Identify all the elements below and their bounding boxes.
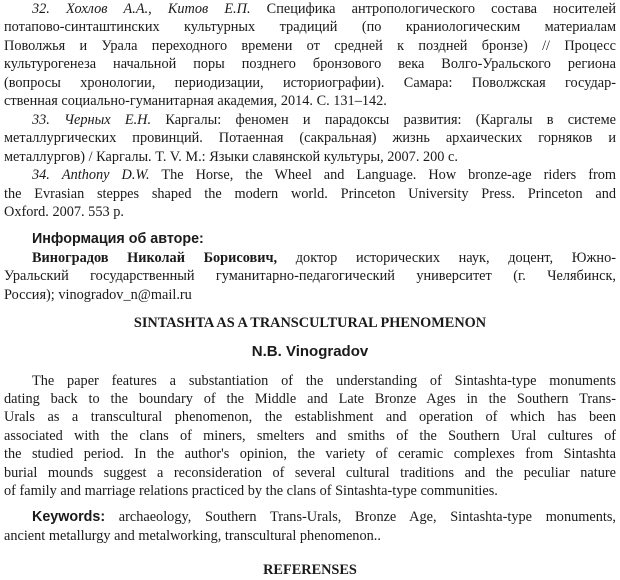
reference-line: металлургов) / Каргалы. T. V. M.: Языки славянской культуры, 2007. 200 с. [4, 149, 458, 165]
abstract-line: of family and marriage relations practiced by the clans of Sintashta-type communities. [4, 483, 498, 499]
reference-line: 34. Anthony D.W. The Horse, the Wheel and Language. How bronze-age riders from [32, 167, 616, 183]
reference-line: 32. Хохлов А.А., Китов Е.П. Специфика антропологического состава носителей [32, 1, 617, 17]
reference-number: 33. [32, 112, 50, 128]
abstract-line: burial mounds suggest a reconsideration of several cultural traditions and the peculiar nature [4, 465, 616, 481]
abstract-line: The paper features a substantiation of the understanding of Sintashta-type monuments [32, 373, 616, 389]
reference-line: ственная социально-гуманитарная академия, 2014. С. 131–142. [4, 93, 387, 109]
reference-authors: Anthony D.W. [61, 167, 150, 183]
references-heading: REFERENSES [263, 562, 357, 578]
keywords-label: Keywords: [32, 509, 106, 525]
abstract-line: the studied period. In the author's opinion, the variety of ceramic complexes from Sintashta [4, 446, 616, 462]
reference-number: 32. [32, 1, 50, 17]
reference-line: the Evrasian steppes shaped the modern world. Princeton University Press. Princeton and [4, 186, 616, 202]
reference-line: (вопросы хронологии, периодизации, историографии). Самара: Поволжская государ- [4, 75, 616, 91]
reference-authors: Хохлов А.А., Китов Е.П. [66, 1, 251, 17]
author-info-line: Виноградов Николай Борисович, доктор исторических наук, доцент, Южно- [32, 250, 616, 266]
reference-authors: Черных Е.Н. [64, 112, 152, 128]
reference-number: 34. [32, 167, 50, 183]
article-title: SINTASHTA AS A TRANSCULTURAL PHENOMENON [133, 315, 487, 331]
author-info-heading: Информация об авторе: [32, 231, 204, 247]
article-author: N.B. Vinogradov [251, 343, 369, 360]
reference-line: культурогенеза начальной поры позднего бронзового века Волго-Уральского региона [4, 56, 616, 72]
reference-line: Поволжья и Урала переходного времени от средней к поздней бронзе) // Процесс [4, 38, 616, 54]
author-info-line: Россия); vinogradov_n@mail.ru [4, 287, 192, 303]
abstract-line: dating back to the boundary of the Middle and Late Bronze Ages in the Southern Trans- [4, 391, 616, 407]
author-name: Виноградов Николай Борисович, [32, 250, 278, 266]
keywords-line: Keywords: archaeology, Southern Trans-Urals, Bronze Age, Sintashta-type monuments, [32, 509, 616, 525]
reference-line: Oxford. 2007. 553 p. [4, 204, 124, 220]
abstract-line: Urals as a transcultural phenomenon, the establishment and operation of which has been [4, 409, 616, 425]
reference-line: металлургических провинций. Потаенная (сакральная) жизнь архаических горняков и [4, 130, 616, 146]
keywords-line: ancient metallurgy and metalworking, transcultural phenomenon.. [4, 528, 381, 544]
reference-line: потапово-синташтинских культурных традиций (по краниологическим материалам [4, 19, 616, 35]
abstract-line: associated with the clans of miners, smelters and smiths of the Southern Ural cultures of [4, 428, 616, 444]
reference-line: 33. Черных Е.Н. Каргалы: феномен и парадоксы развития: (Каргалы в системе [32, 112, 617, 128]
author-info-line: Уральский государственный гуманитарно-педагогический университет (г. Челябинск, [4, 268, 616, 284]
